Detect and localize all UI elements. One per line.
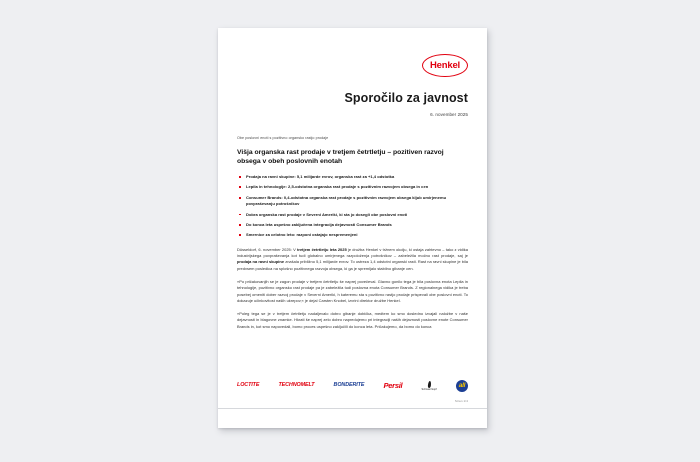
key-points-list xyxy=(237,174,468,239)
footer-divider xyxy=(218,408,487,409)
loctite-logo: LOCTITE xyxy=(237,382,260,389)
persil-logo: Persil xyxy=(383,381,403,391)
paragraph-text: znašala približno 5,1 milijarde evrov. To ustreza 1,4 odstotni organski rasti. Rast na ravni skupine je bila predvsem posledica na splošno pozitivnega razvoja obsega, ki ga je spremljalo stabilno gibanje cen. xyxy=(237,259,469,271)
brand-logo-strip xyxy=(237,380,468,392)
eyebrow-text: Obe poslovni enoti s pozitivno organsko rastjo prodaje xyxy=(237,136,329,140)
paragraph-text: Düsseldorf, 6. november 2025: V xyxy=(237,246,298,252)
list-item: Smernice za celotno leto: razponi ostajajo nespremenjeni xyxy=(237,232,468,238)
schwarzkopf-logo xyxy=(421,381,436,392)
document-page[interactable] xyxy=(218,28,487,428)
body-copy xyxy=(237,247,468,330)
list-item: Prodaja na ravni skupine: 5,1 milijarde evrov, organska rast za +1,4 odstotka xyxy=(237,174,468,180)
emphasis-text: tretjem četrtletju leta 2025 xyxy=(297,246,347,252)
list-item: Dobra organska rast prodaje v Severni Ameriki, ki sta jo dosegli obe poslovni enoti xyxy=(237,212,468,218)
schwarzkopf-logo-text: Schwarzkopf xyxy=(421,387,437,391)
henkel-logo-icon xyxy=(422,54,468,77)
henkel-logo-text: Henkel xyxy=(430,59,460,71)
emphasis-text: prodaja na ravni skupine xyxy=(237,259,285,265)
list-item: Lepila in tehnologije: 2,5-odstotna organska rast prodaje s pozitivnim razvojem obsega in cen xyxy=(237,184,468,190)
document-type-title: Sporočilo za javnost xyxy=(344,91,468,105)
paragraph-text: »Poleg tega se je v tretjem četrtletju nadaljevalo dobro gibanje dobička, medtem ko smo dosledno izvajali naložbe v naše dejavnosti in blagovne znamke. Hkrati še naprej zelo dobro napredujemo pri integraciji naših dejavnosti poslovne enote Consumer Brands in, kot smo napovedali, bomo proces uspešno zaključili do konca leta. Pričakujemo, da bomo do konca xyxy=(237,310,468,329)
bonderite-logo: BONDERITE xyxy=(333,382,365,389)
list-item: Do konca leta uspešno zaključena integracija dejavnosti Consumer Brands xyxy=(237,222,468,228)
schwarzkopf-silhouette-icon xyxy=(427,381,431,388)
technomelt-logo: TECHNOMELT xyxy=(278,382,315,389)
list-item: Consumer Brands: 0,4-odstotna organska rast prodaje s pozitivnim razvojem obsega kljub umirjenemu povpraševanju potrošnikov xyxy=(237,195,468,208)
document-date: 6. november 2025 xyxy=(430,112,468,117)
body-paragraph xyxy=(237,279,468,305)
page-title: Višja organska rast prodaje v tretjem četrtletju – pozitiven razvoj obsega v obeh poslovnih enotah xyxy=(237,148,444,165)
page-number: Stran 1/4 xyxy=(454,399,468,403)
logo-row xyxy=(237,28,468,77)
body-paragraph xyxy=(237,311,468,330)
paragraph-text: »Po pričakovanjih se je zagon prodaje v tretjem četrtletju še naprej povečeval. Glavno gonilo tega je bila poslovna enota Lepila in tehnologije, pozitivno organsko rast prodaje pa je zabeležila tudi poslovna enota Consumer Brands. Z regionalnega vidika je treba posebej omeniti dober razvoj prodaje v Severni Ameriki, h kateremu sta s pozitivno rastjo prodaje prispevali obe poslovni enoti. To dokazuje učinkovitost naših ukrepov,« je dejal Carsten Knobel, izvrini direktor družbe Henkel. xyxy=(237,278,468,303)
all-logo-text: all xyxy=(458,381,466,389)
page-content xyxy=(218,28,487,428)
body-paragraph xyxy=(237,247,468,273)
paragraph-text: je družba Henkel v tržnem okolju, ki ostaja zahtevno – tako z vidika industrijskega povpraševanja kot tudi globalno umirjenega razpoloženja potrošnikov – zabeležila močno rast prodaje, saj je xyxy=(237,246,468,259)
all-logo xyxy=(456,380,468,392)
